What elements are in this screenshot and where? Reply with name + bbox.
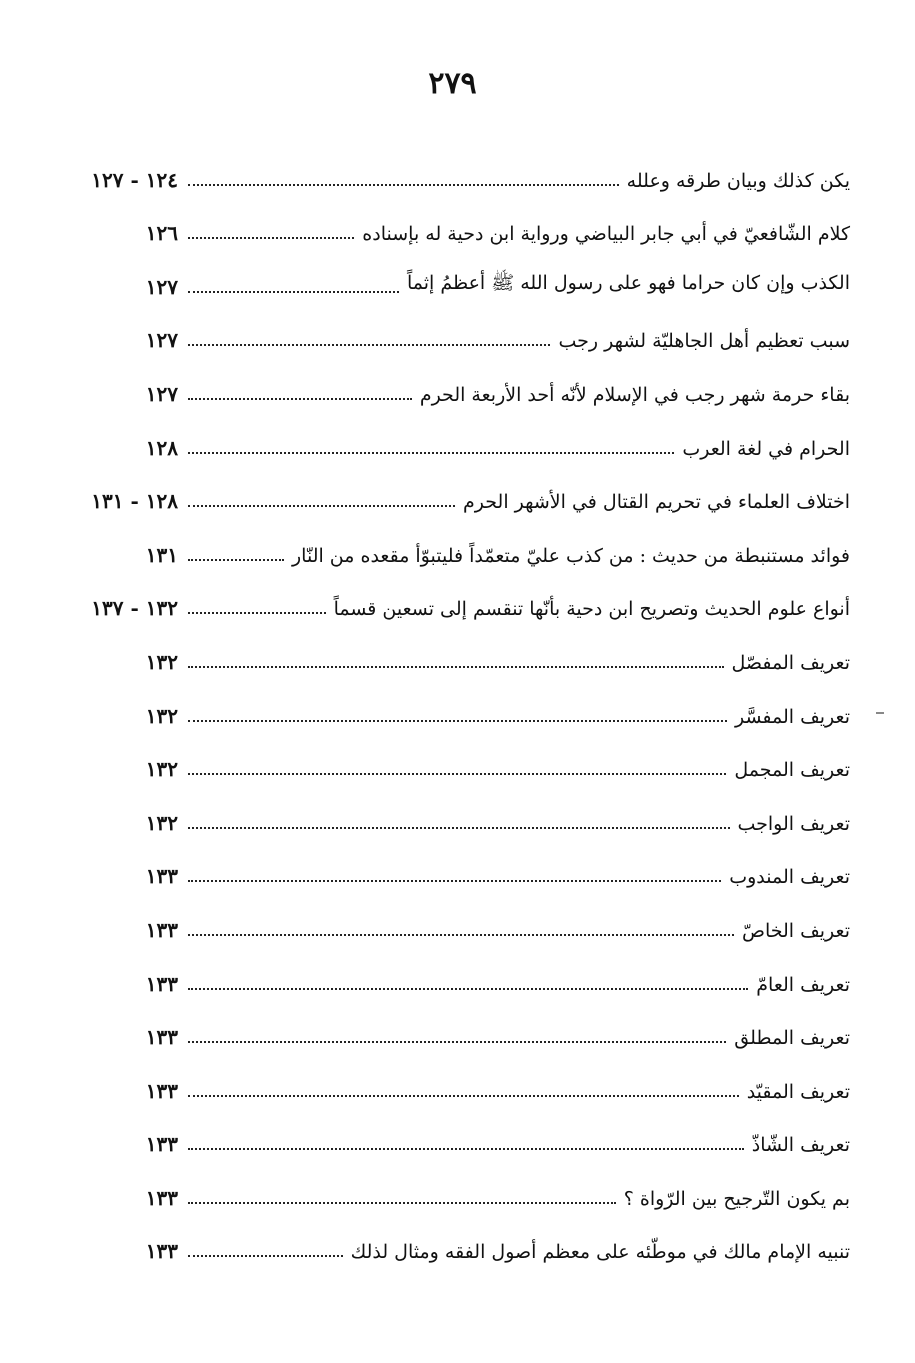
toc-entry [60, 1156, 850, 1210]
dot-leader [188, 880, 721, 882]
dot-leader [188, 988, 748, 990]
dot-leader [188, 1041, 726, 1043]
dot-leader [188, 1148, 744, 1150]
toc-entry-title: يكن كذلك وبيان طرقه وعلله [626, 169, 850, 192]
toc-entry-page: ١٣٣ [145, 1185, 178, 1210]
toc-entry-page: ١٢٨ - ١٣١ [91, 489, 178, 514]
toc-entry-title: تعريف المطلق [734, 1027, 850, 1050]
toc-entry-page: ١٣٢ [145, 757, 178, 782]
dot-leader [188, 827, 730, 829]
toc-entry-title: بم يكون التّرجيح بين الرّواة ؟ [623, 1187, 850, 1210]
toc-entry-page: ١٣٣ [145, 1025, 178, 1050]
toc-entry-title: كلام الشّافعيّ في أبي جابر البياضي ورواية ابن دحية له بإسناده [362, 223, 850, 246]
dot-leader [188, 1095, 739, 1097]
toc-entry-title: الكذب وإن كان حراما فهو على رسول الله ﷺ أعظمُ إثماً [406, 271, 850, 294]
toc-entry-page: ١٢٧ [145, 274, 178, 299]
dot-leader [188, 398, 412, 400]
toc-entry-page: ١٢٤ - ١٢٧ [91, 167, 178, 192]
dot-leader [188, 666, 724, 668]
toc-entry-title: اختلاف العلماء في تحريم القتال في الأشهر الحرم [463, 491, 850, 514]
dot-leader [188, 934, 734, 936]
toc-entry [60, 942, 850, 996]
toc-entry [60, 192, 850, 246]
toc-entry-title: تعريف المفصّل [731, 651, 850, 674]
toc-entry [60, 728, 850, 782]
dot-leader [188, 237, 354, 239]
toc-entry-page: ١٣٣ [145, 1132, 178, 1157]
toc-entry-page: ١٣٣ [145, 971, 178, 996]
toc-entry-page: ١٢٧ [145, 381, 178, 406]
dot-leader [188, 291, 399, 293]
toc-entry-page: ١٣٣ [145, 1078, 178, 1103]
toc-entry-title: تعريف المقيّد [746, 1080, 850, 1103]
toc-entry-title: تنبيه الإمام مالك في موطّئه على معظم أصول الفقه ومثال لذلك [350, 1241, 850, 1264]
dot-leader [188, 505, 455, 507]
toc-entry-page: ١٣١ [145, 542, 178, 567]
page-number: ٢٧٩ [428, 66, 477, 101]
toc-entry-title: تعريف الواجب [737, 812, 850, 835]
dot-leader [188, 612, 326, 614]
toc-entry-title: أنواع علوم الحديث وتصريح ابن دحية بأنّها تنقسم إلى تسعين قسماً [333, 598, 850, 621]
toc-entry [60, 674, 850, 728]
toc-entry [60, 299, 850, 353]
toc-entry-page: ١٣٢ [145, 810, 178, 835]
toc-entry-title: تعريف العامّ [756, 973, 850, 996]
toc-entry [60, 781, 850, 835]
toc-entry [60, 352, 850, 406]
toc-entry [60, 996, 850, 1050]
toc-entry-page: ١٢٨ [145, 435, 178, 460]
toc-entry-page: ١٣٢ [145, 703, 178, 728]
toc-entry-page: ١٢٧ [145, 328, 178, 353]
toc-entry [60, 835, 850, 889]
dot-leader [188, 773, 726, 775]
toc-entry-title: تعريف الشّاذّ [751, 1134, 850, 1157]
toc-entry [60, 513, 850, 567]
toc-entry [60, 245, 850, 299]
dot-leader [188, 452, 674, 454]
toc-entry-title: سبب تعظيم أهل الجاهليّة لشهر رجب [558, 330, 850, 353]
toc-entry-title: تعريف المندوب [729, 866, 850, 889]
toc-entry-page: ١٣٣ [145, 1239, 178, 1264]
toc-entry-page: ١٣٢ - ١٣٧ [91, 596, 178, 621]
dot-leader [188, 720, 727, 722]
dot-leader [188, 559, 284, 561]
toc-entry [60, 1103, 850, 1157]
toc-entry-page: ١٣٣ [145, 864, 178, 889]
toc-entry [60, 1049, 850, 1103]
toc-entry-page: ١٣٢ [145, 649, 178, 674]
toc-entry-page: ١٢٦ [145, 221, 178, 246]
toc-entry [60, 406, 850, 460]
toc-entry-title: تعريف المفسَّر [734, 705, 850, 728]
toc-entry-title: الحرام في لغة العرب [682, 437, 850, 460]
stray-mark [876, 712, 884, 714]
toc-entry [60, 888, 850, 942]
toc-entry [60, 567, 850, 621]
toc-entry [60, 138, 850, 192]
dot-leader [188, 1202, 616, 1204]
toc-entry-title: تعريف الخاصّ [741, 919, 850, 942]
toc-entry-title: تعريف المجمل [734, 759, 850, 782]
toc-entry [60, 460, 850, 514]
toc-entry-title: فوائد مستنبطة من حديث : من كذب عليّ متعمّداً فليتبوّأ مقعده من النّار [292, 544, 850, 567]
toc-entry [60, 620, 850, 674]
dot-leader [188, 1255, 343, 1257]
toc-entry [60, 1210, 850, 1264]
toc-entry-title: بقاء حرمة شهر رجب في الإسلام لأنّه أحد الأربعة الحرم [419, 383, 850, 406]
table-of-contents [60, 138, 850, 1263]
toc-entry-page: ١٣٣ [145, 917, 178, 942]
dot-leader [188, 184, 619, 186]
dot-leader [188, 344, 550, 346]
